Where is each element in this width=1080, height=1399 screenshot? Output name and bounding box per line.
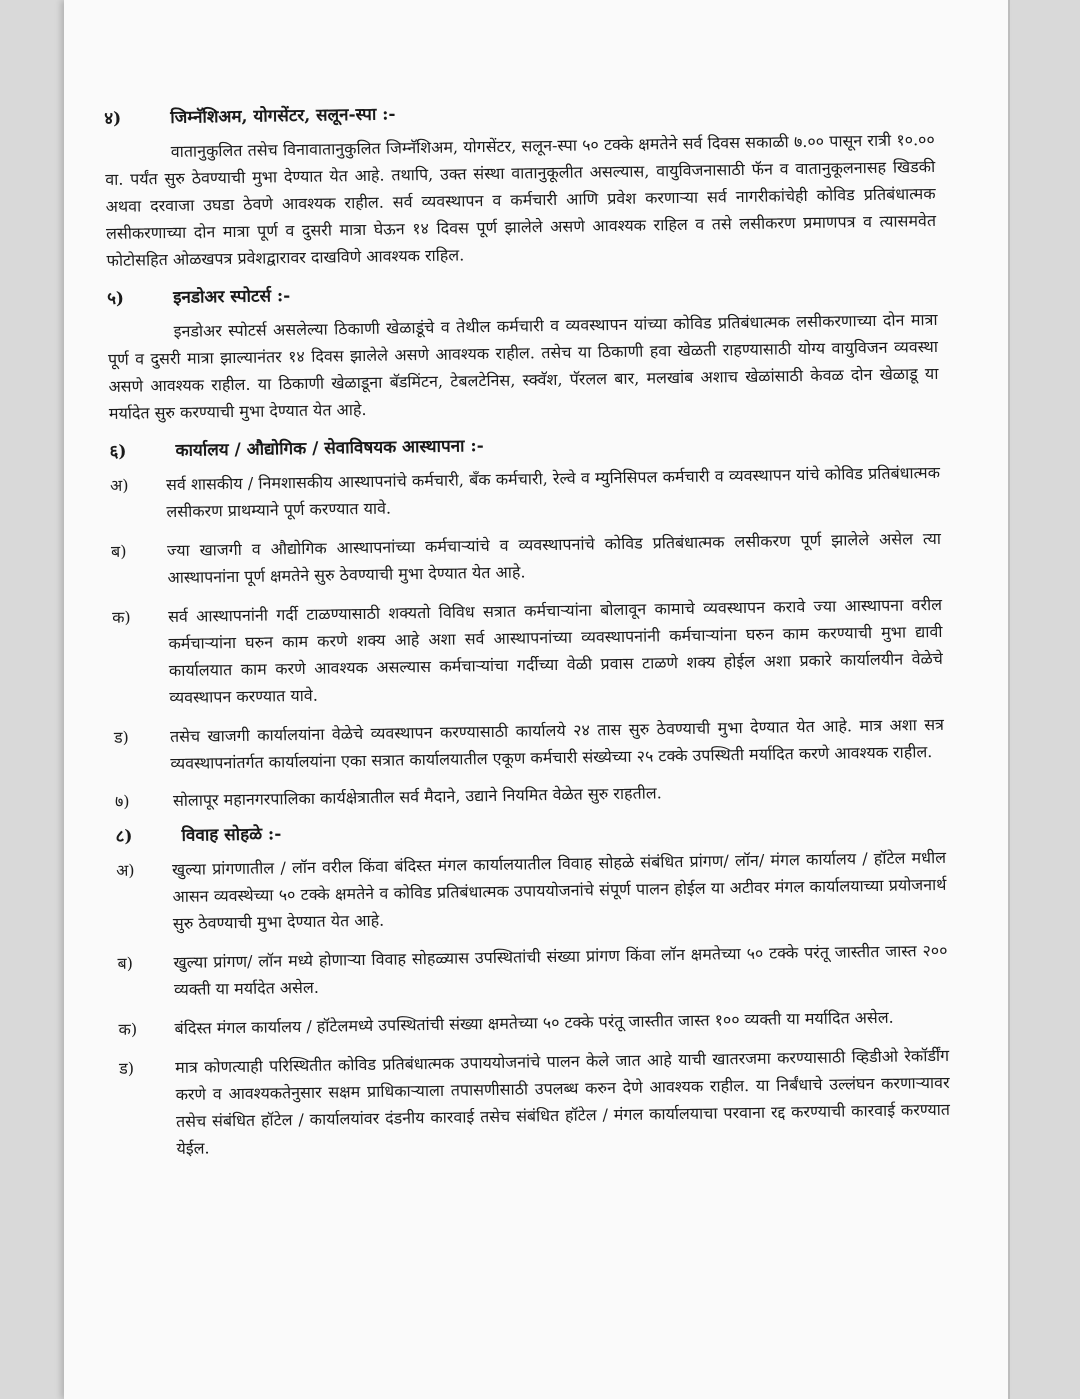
section-number: ५) bbox=[106, 288, 125, 309]
section-4-heading bbox=[104, 93, 934, 129]
section-8-heading bbox=[115, 811, 945, 847]
list-item bbox=[111, 525, 942, 592]
item-label: ड) bbox=[119, 1058, 135, 1078]
item-text: खुल्या प्रांगणातील / लॉन वरील किंवा बंदिस्त मंगल कार्यालयातील विवाह सोहळे संबंधित प्रांगण/ लॉन/ मंगल कार्यालय / हॉटेल मधील आसन व्यवस्थेच्या ५० टक्के क्षमतेने व कोविड प्रतिबंधात्मक उपाययोजनांचे संपूर्ण पालन होईल या अटीवर मंगल कार्यालयाच्या प्रयोजनार्थ सुरु ठेवण्याची मुभा देण्यात येत आहे. bbox=[171, 847, 947, 934]
section-number: ७) bbox=[114, 791, 130, 811]
section-title: विवाह सोहळे :- bbox=[181, 824, 282, 846]
item-text: ज्या खाजगी व औद्योगिक आस्थापनांच्या कर्मचाऱ्यांचे व व्यवस्थापनांचे कोविड प्रतिबंधात्मक लसीकरण पूर्ण झालेले असेल त्या आस्थापनांना पूर्ण क्षमतेने सुरु ठेवण्याची मुभा देण्यात येत आहे. bbox=[166, 528, 942, 588]
section-title: इनडोअर स्पोटर्स :- bbox=[172, 286, 291, 308]
item-label: ब) bbox=[110, 541, 127, 561]
list-item bbox=[110, 459, 941, 526]
section-title: जिम्नॅशिअम, योगसेंटर, सलून-स्पा :- bbox=[170, 104, 396, 128]
item-label: अ) bbox=[109, 475, 129, 495]
item-text: खुल्या प्रांगण/ लॉन मध्ये होणाऱ्या विवाह सोहळ्यास उपस्थितांची संख्या प्रांगण किंवा लॉन क्षमतेच्या ५० टक्के परंतू जास्तीत जास्त २०० व्यक्ती या मर्यादेत असेल. bbox=[173, 940, 948, 1000]
item-label: क) bbox=[111, 607, 131, 627]
item-label: ड) bbox=[113, 727, 129, 747]
item-text: तसेच खाजगी कार्यालयांना वेळेचे व्यवस्थापन करण्यासाठी कार्यालये २४ तास सुरु ठेवण्याची मुभा देण्यात येत आहे. मात्र अशा सत्र व्यवस्थापनांतर्गत कार्यालयांना एका सत्रात कार्यालयातील एकूण कर्मचारी संख्येच्या २५ टक्के उपस्थिती मर्यादित करणे आवश्यक राहील. bbox=[169, 714, 945, 774]
list-item bbox=[119, 1042, 951, 1163]
item-text: बंदिस्त मंगल कार्यालय / हॉटेलमध्ये उपस्थितांची संख्या क्षमतेच्या ५० टक्के परंतू जास्तीत जास्त १०० व्यक्ती या मर्यादित असेल. bbox=[174, 1007, 894, 1039]
item-text: सर्व आस्थापनांनी गर्दी टाळण्यासाठी शक्यतो विविध सत्रात कर्मचाऱ्यांना बोलावून कामाचे व्यवस्थापन करावे ज्या आस्थापना वरील कर्मचाऱ्यांना घरुन काम करणे शक्य आहे अशा सर्व आस्थापनांच्या व्यवस्थापनांनी कर्मचाऱ्यांना घरुन काम करण्याची मुभा द्यावी कार्यालयात काम करणे आवश्यक असल्यास कर्मचाऱ्यांचा गर्दीच्या वेळी प्रवास टाळणे शक्य होईल अशा प्रकारे कार्यालयीन वेळेचे व्यवस्थापन करण्यात यावे. bbox=[167, 594, 944, 708]
section-5-heading bbox=[107, 273, 937, 309]
page-edge bbox=[1008, 0, 1010, 1399]
section-7-text: सोलापूर महानगरपालिका कार्यक्षेत्रातील सर्व मैदाने, उद्याने नियमित वेळेत सुरु राहतील. bbox=[172, 783, 662, 811]
list-item bbox=[118, 1003, 948, 1043]
section-6-heading bbox=[109, 426, 939, 462]
list-item bbox=[117, 937, 948, 1004]
list-item bbox=[114, 711, 945, 778]
item-label: क) bbox=[118, 1019, 138, 1039]
section-number: ४) bbox=[104, 108, 122, 129]
list-item bbox=[116, 844, 947, 938]
document-content bbox=[104, 87, 951, 1175]
section-number: ८) bbox=[115, 826, 133, 847]
item-text: मात्र कोणत्याही परिस्थितीत कोविड प्रतिबंधात्मक उपाययोजनांचे पालन केले जात आहे याची खातरजमा करण्यासाठी व्हिडीओ रेकॉर्डींग करणे व आवश्यकतेनुसार सक्षम प्राधिकाऱ्याला तपासणीसाठी उपलब्ध करुन देणे आवश्यक राहील. या निर्बंधाचे उल्लंघन करणाऱ्यावर तसेच संबंधित हॉटेल / कार्यालयांवर दंडनीय कारवाई तसेच संबंधित हॉटेल / मंगल कार्यालयाचा परवाना रद्द करण्याची कारवाई करण्यात येईल. bbox=[175, 1045, 951, 1158]
item-label: ब) bbox=[117, 953, 134, 973]
section-number: ६) bbox=[109, 441, 127, 462]
section-title: कार्यालय / औद्योगिक / सेवाविषयक आस्थापना :- bbox=[175, 436, 484, 461]
section-5-body: इनडोअर स्पोटर्स असलेल्या ठिकाणी खेळाडूंचे व तेथील कर्मचारी व व्यवस्थापन यांच्या कोविड प्रतिबंधात्मक लसीकरणाच्या दोन मात्रा पूर्ण व दुसरी मात्रा झाल्यानंतर १४ दिवस झालेले असणे आवश्यक राहील. तसेच या ठिकाणी हवा खेळती राहण्यासाठी योग्य वायुविजन व्यवस्था असणे आवश्यक राहील. या ठिकाणी खेळाडूना बॅडमिंटन, टेबलटेनिस, स्क्वॅश, पॅरलल बार, मलखांब अशाच खेळांसाठी केवळ दोन खेळाडू या मर्यादेत सुरु करण्याची मुभा देण्यात येत आहे. bbox=[107, 309, 939, 423]
section-4-body: वातानुकुलित तसेच विनावातानुकुलित जिम्नॅशिअम, योगसेंटर, सलून-स्पा ५० टक्के क्षमतेने सर्व दिवस सकाळी ७.०० पासून रात्री १०.०० वा. पर्यंत सुरु ठेवण्याची मुभा देण्यात येत आहे. तथापि, उक्त संस्था वातानुकूलीत असल्यास, वायुविजनासाठी फॅन व वातानुकूलनासह खिडकी अथवा दरवाजा उघडा ठेवणे आवश्यक राहील. सर्व व्यवस्थापन व कर्मचारी आणि प्रवेश करणाऱ्या सर्व नागरीकांचेही कोविड प्रतिबंधात्मक लसीकरणाच्या दोन मात्रा पूर्ण व दुसरी मात्रा घेऊन १४ दिवस पूर्ण झालेले असणे आवश्यक राहिल व तसे लसीकरण प्रमाणपत्र व त्यासमवेत फोटोसहित ओळखपत्र प्रवेशद्वारावर दाखविणे आवश्यक राहिल. bbox=[105, 129, 937, 270]
item-text: सर्व शासकीय / निमशासकीय आस्थापनांचे कर्मचारी, बँक कर्मचारी, रेल्वे व म्युनिसिपल कर्मचारी व व्यवस्थापन यांचे कोविड प्रतिबंधात्मक लसीकरण प्राथम्याने पूर्ण करण्यात यावे. bbox=[165, 462, 941, 522]
section-7 bbox=[115, 777, 945, 812]
list-item bbox=[112, 591, 944, 712]
item-label: अ) bbox=[115, 860, 135, 880]
